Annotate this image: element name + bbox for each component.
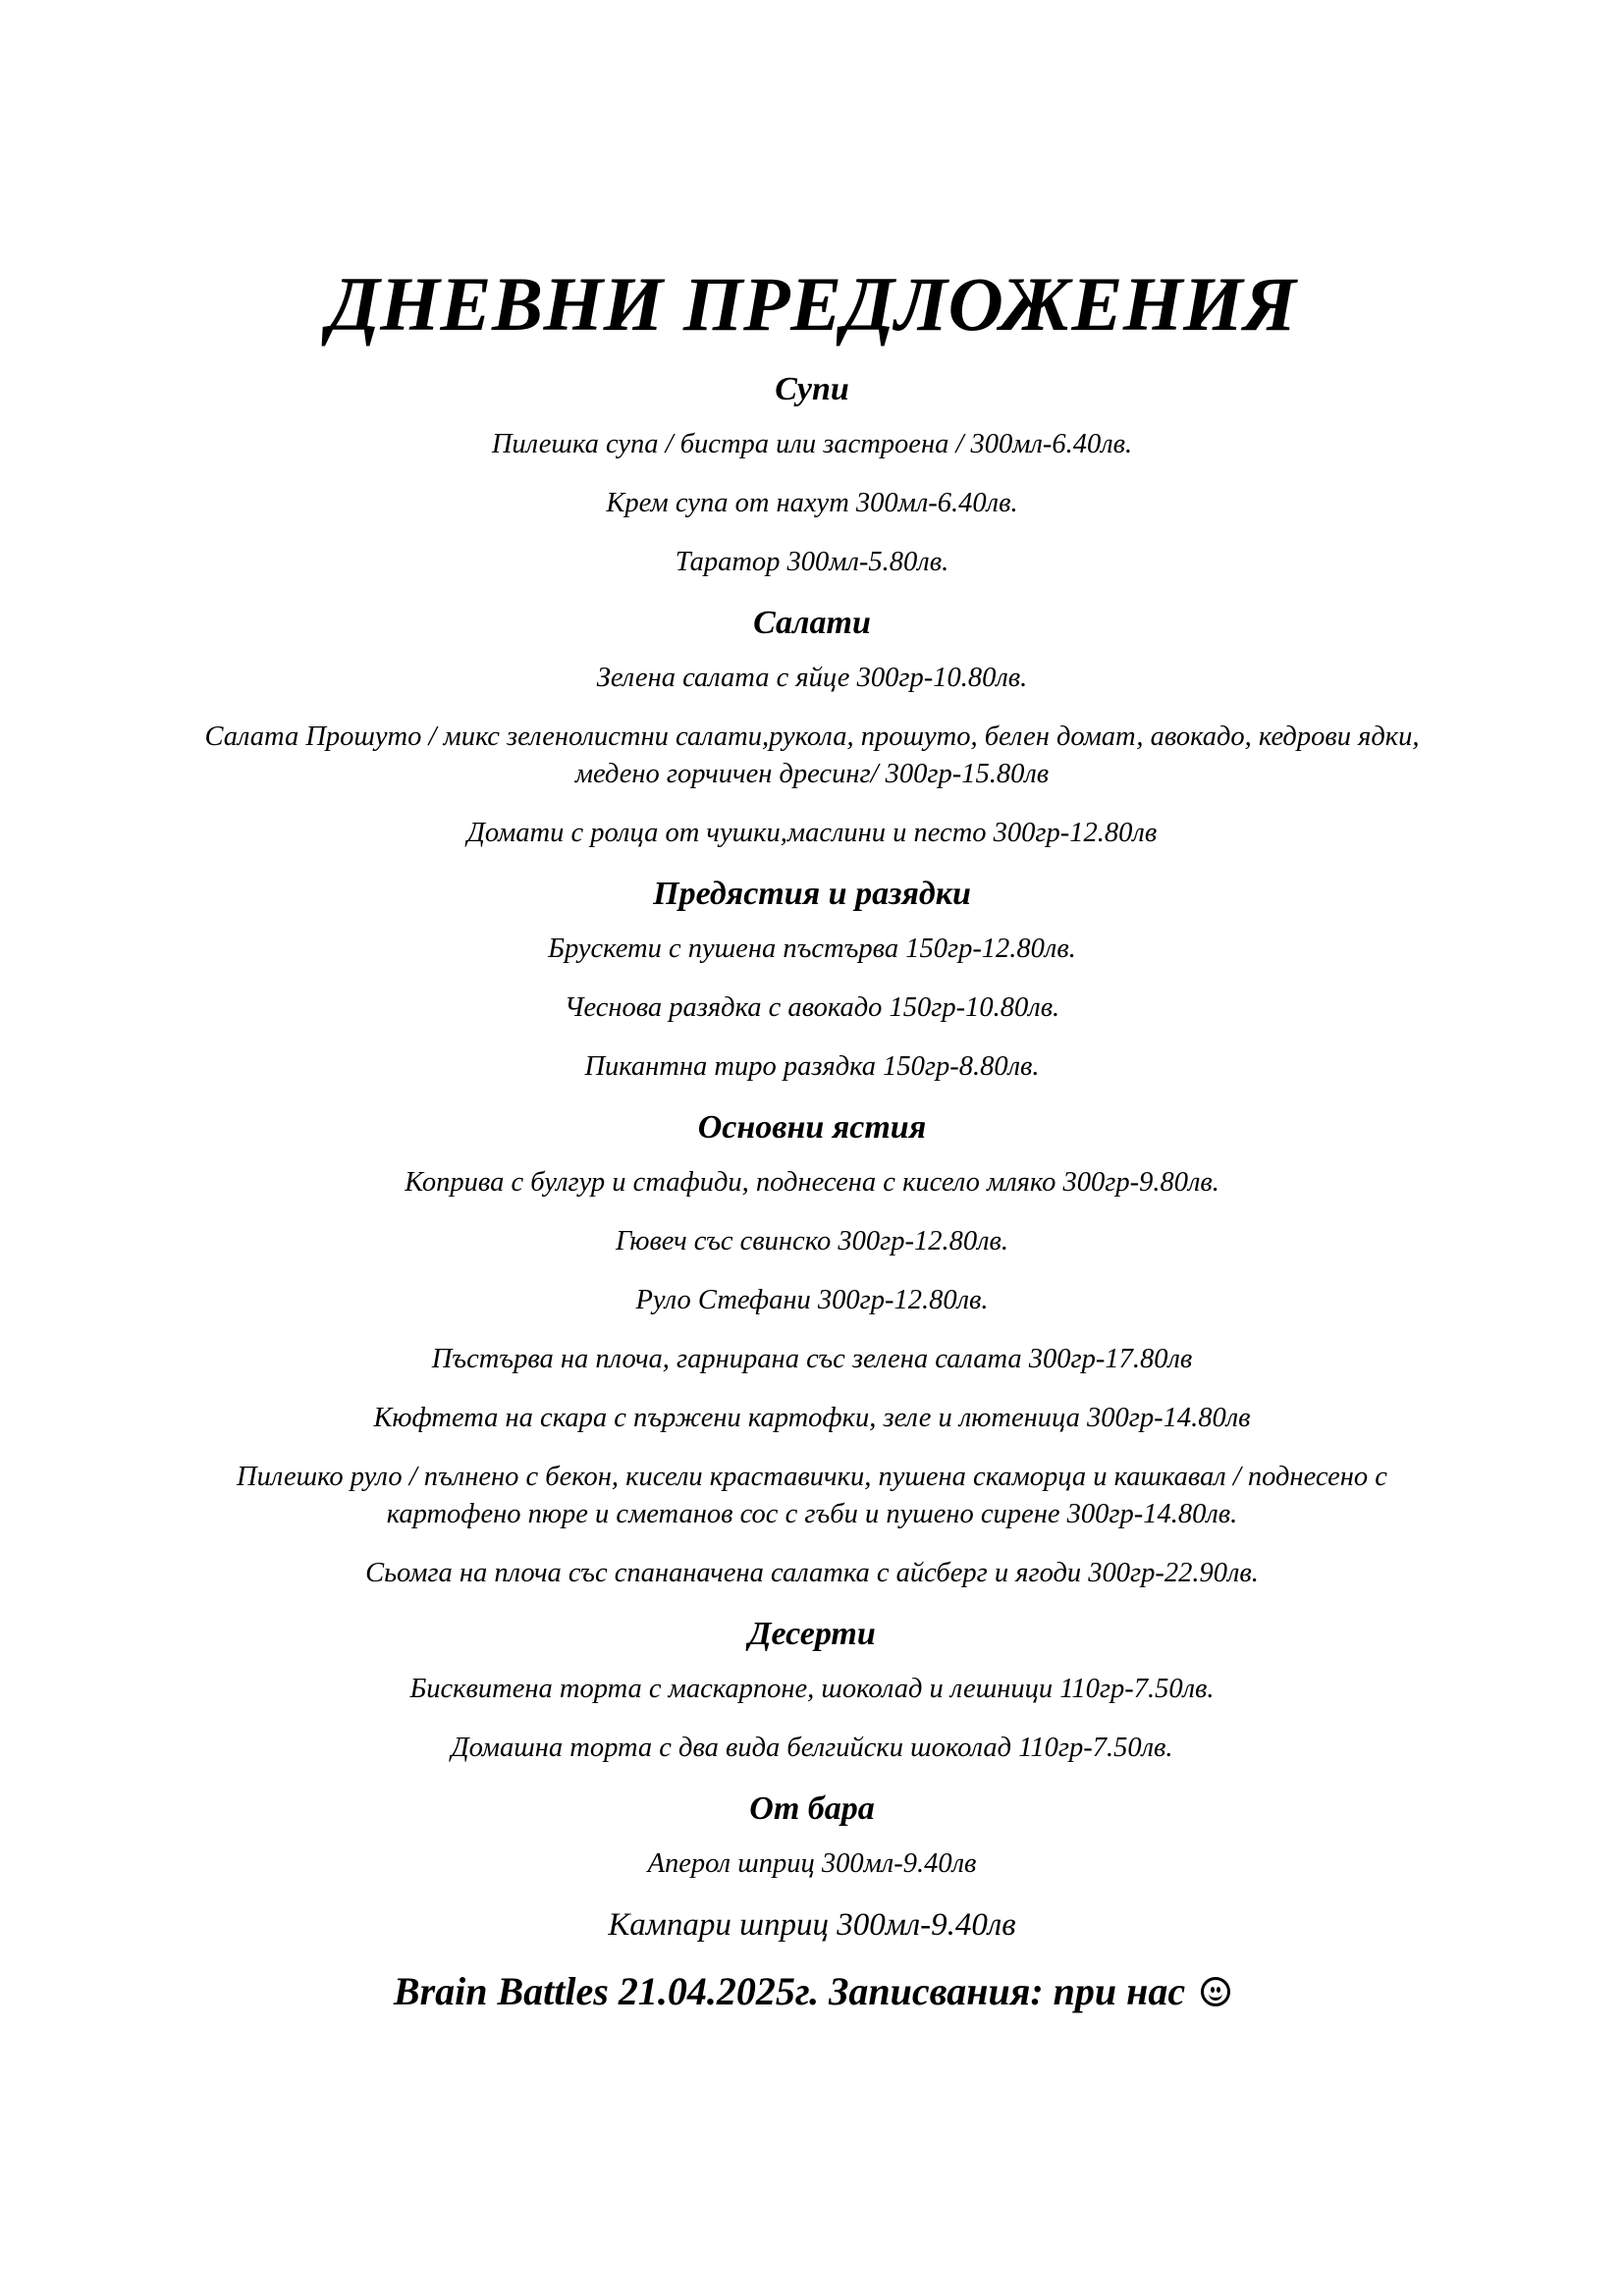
event-announcement-text: Brain Battles 21.04.2025г. Записвания: при нас: [393, 1969, 1186, 2013]
menu-item: Пикантна тиро разядка 150гр-8.80лв.: [584, 1051, 1040, 1082]
section-desserts: [0, 1614, 1624, 1767]
menu-item: Домати с ролца от чушки,маслини и песто 300гр-12.80лв: [466, 818, 1158, 848]
menu-item: Аперол шприц 300мл-9.40лв: [647, 1848, 977, 1879]
menu-item: Бисквитена торта с маскарпоне, шоколад и лешници 110гр-7.50лв.: [409, 1674, 1215, 1704]
section-heading: Салати: [753, 605, 871, 641]
section-starters: [0, 874, 1624, 1086]
section-mains: [0, 1107, 1624, 1592]
menu-item: Кюфтета на скара с пържени картофки, зеле и лютеница 300гр-14.80лв: [373, 1403, 1251, 1433]
menu-item: Пилешка супа / бистра или застроена / 300мл-6.40лв.: [491, 429, 1133, 459]
section-salads: [0, 603, 1624, 852]
smiley-icon: [1201, 1977, 1230, 2006]
section-heading: От бара: [749, 1790, 875, 1827]
menu-item: Таратор 300мл-5.80лв.: [675, 547, 949, 577]
menu-item: Коприва с булгур и стафиди, поднесена с кисело мляко 300гр-9.80лв.: [405, 1167, 1219, 1198]
section-bar: [0, 1789, 1624, 1946]
menu-item: Кампари шприц 300мл-9.40лв: [608, 1907, 1016, 1943]
menu-item: Домашна торта с два вида белгийски шоколад 110гр-7.50лв.: [451, 1733, 1173, 1763]
menu-content: [0, 369, 1624, 2016]
menu-item: Пилешко руло / пълнено с бекон, кисели краставички, пушена скаморца и кашкавал / поднесено с картофено пюре и сметанов сос с гъби и пушено сирене 300гр-14.80лв.: [237, 1462, 1387, 1529]
section-heading: Предястия и разядки: [653, 876, 971, 912]
section-soups: [0, 369, 1624, 581]
menu-item: Пъстърва на плоча, гарнирана със зелена салата 300гр-17.80лв: [431, 1344, 1193, 1374]
menu-item: Брускети с пушена пъстърва 150гр-12.80лв.: [548, 934, 1076, 964]
section-heading: Основни ястия: [697, 1109, 927, 1146]
menu-item: Чеснова разядка с авокадо 150гр-10.80лв.: [564, 992, 1060, 1023]
menu-item: Сьомга на плоча със спананачена салатка с айсберг и ягоди 300гр-22.90лв.: [365, 1558, 1259, 1588]
menu-item: Руло Стефани 300гр-12.80лв.: [635, 1285, 989, 1315]
section-heading: Супи: [775, 371, 849, 407]
menu-item: Зелена салата с яйце 300гр-10.80лв.: [596, 663, 1028, 693]
section-heading: Десерти: [748, 1616, 876, 1652]
menu-item: Гювеч със свинско 300гр-12.80лв.: [615, 1226, 1008, 1256]
menu-item: Крем супа от нахут 300мл-6.40лв.: [606, 488, 1018, 518]
menu-item: Салата Прошуто / микс зеленолистни салати,рукола, прошуто, белен домат, авокадо, кедрови ядки, медено горчичен дресинг/ 300гр-15.80лв: [204, 721, 1420, 789]
page-title: ДНЕВНИ ПРЕДЛОЖЕНИЯ: [327, 261, 1297, 347]
event-announcement: [0, 1967, 1624, 2016]
